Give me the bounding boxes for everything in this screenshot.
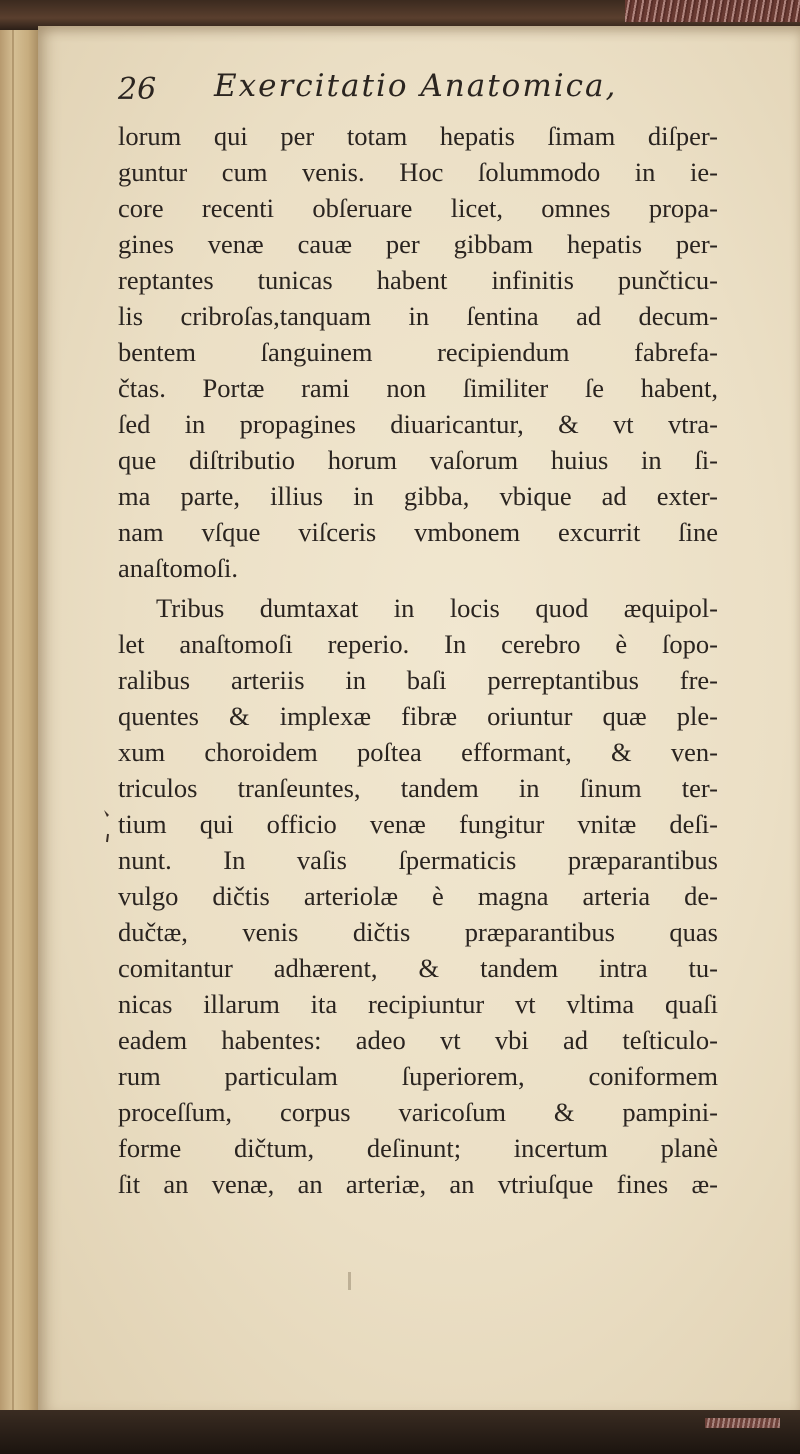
paper-blemish <box>348 1272 351 1290</box>
text-line: ſit an venæ, an arteriæ, an vtriuſque fines æ- <box>118 1169 718 1199</box>
page-number: 26 <box>118 72 157 107</box>
text-line: tium qui officio venæ fungitur vnitæ deſi- <box>118 809 718 839</box>
text-line: reptantes tunicas habent infinitis punčticu- <box>118 265 718 295</box>
ribbon-bookmark-end <box>705 1418 780 1428</box>
text-line: gines venæ cauæ per gibbam hepatis per- <box>118 229 718 259</box>
ribbon-bookmark <box>625 0 800 22</box>
page-fore-edge <box>0 30 40 1414</box>
text-line: nam vſque viſceris vmbonem excurrit ſine <box>118 517 718 547</box>
text-line: dučtæ, venis dičtis præparantibus quas <box>118 917 718 947</box>
text-line: quentes & implexæ fibræ oriuntur quæ ple- <box>118 701 718 731</box>
text-line: que diſtributio horum vaſorum huius in ſi- <box>118 445 718 475</box>
text-line: guntur cum venis. Hoc ſolummodo in ie- <box>118 157 718 187</box>
page-header <box>118 68 638 118</box>
text-line: let anaſtomoſi reperio. In cerebro è ſopo- <box>118 629 718 659</box>
text-line: nunt. In vaſis ſpermaticis præparantibus <box>118 845 718 875</box>
margin-ink-mark <box>102 806 116 846</box>
text-line: ma parte, illius in gibba, vbique ad exter- <box>118 481 718 511</box>
text-line: ſed in propagines diuaricantur, & vt vtra- <box>118 409 718 439</box>
text-line: comitantur adhærent, & tandem intra tu- <box>118 953 718 983</box>
book-bottom-edge <box>0 1410 800 1454</box>
text-line: nicas illarum ita recipiuntur vt vltima quaſi <box>118 989 718 1019</box>
text-line: rum particulam ſuperiorem, coniformem <box>118 1061 718 1091</box>
text-line: lis cribroſas,tanquam in ſentina ad decum- <box>118 301 718 331</box>
text-line: xum choroidem poſtea efformant, & ven- <box>118 737 718 767</box>
text-line: proceſſum, corpus varicoſum & pampini- <box>118 1097 718 1127</box>
body-text <box>118 118 718 1202</box>
text-line: čtas. Portæ rami non ſimiliter ſe habent, <box>118 373 718 403</box>
text-line: forme dičtum, deſinunt; incertum planè <box>118 1133 718 1163</box>
paragraph-first-line: Tribus dumtaxat in locis quod æquipol- <box>156 593 718 623</box>
text-line: vulgo dičtis arteriolæ è magna arteria de- <box>118 881 718 911</box>
text-line: lorum qui per totam hepatis ſimam diſper- <box>118 121 718 151</box>
text-line: bentem ſanguinem recipiendum fabrefa- <box>118 337 718 367</box>
text-line: anaſtomoſi. <box>118 553 238 583</box>
text-line: ralibus arteriis in baſi perreptantibus fre- <box>118 665 718 695</box>
text-line: eadem habentes: adeo vt vbi ad teſticulo- <box>118 1025 718 1055</box>
text-line: triculos tranſeuntes, tandem in ſinum ter- <box>118 773 718 803</box>
text-line: core recenti obſeruare licet, omnes propa- <box>118 193 718 223</box>
running-head: Exercitatio Anatomica, <box>214 68 618 104</box>
